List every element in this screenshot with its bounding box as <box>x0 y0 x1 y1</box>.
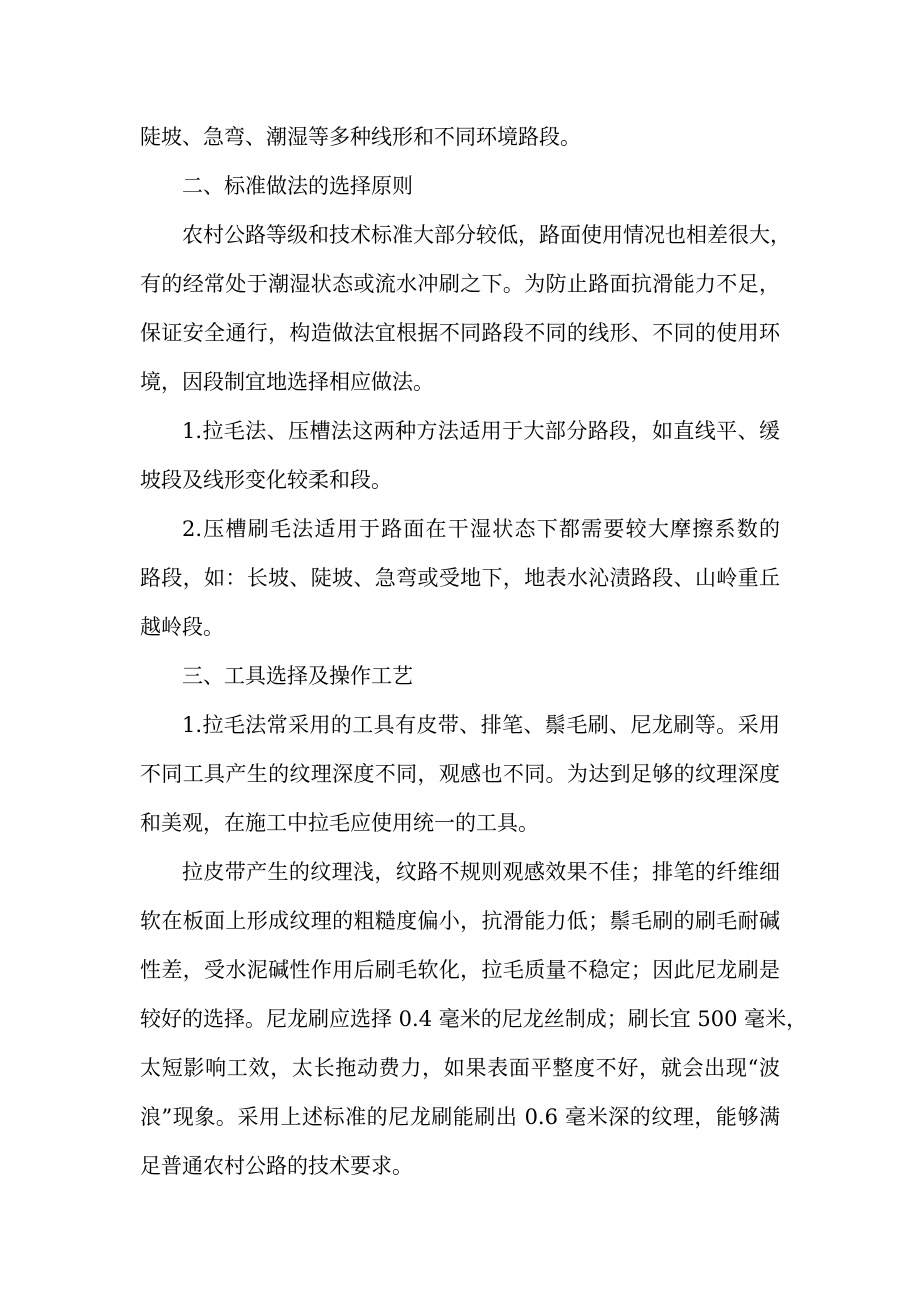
paragraph-line: 软在板面上形成纹理的粗糙度偏小，抗滑能力低；鬃毛刷的刷毛耐碱 <box>140 909 780 933</box>
paragraph-line: 1.拉毛法常采用的工具有皮带、排笔、鬃毛刷、尼龙刷等。采用 <box>182 713 780 737</box>
paragraph-line: 路段，如：长坡、陡坡、急弯或受地下，地表水沁渍路段、山岭重丘 <box>140 566 780 590</box>
paragraph-line: 性差，受水泥碱性作用后刷毛软化，拉毛质量不稳定；因此尼龙刷是 <box>140 958 780 982</box>
section-heading-3: 三、工具选择及操作工艺 <box>182 664 413 688</box>
paragraph-line: 拉皮带产生的纹理浅，纹路不规则观感效果不佳；排笔的纤维细 <box>182 860 780 884</box>
paragraph-line: 坡段及线形变化较柔和段。 <box>140 468 392 492</box>
paragraph-line: 太短影响工效，太长拖动费力，如果表面平整度不好，就会出现“波 <box>140 1056 780 1080</box>
section-heading-2: 二、标准做法的选择原则 <box>182 174 413 198</box>
paragraph-line: 不同工具产生的纹理深度不同，观感也不同。为达到足够的纹理深度 <box>140 762 780 786</box>
paragraph-line: 浪”现象。采用上述标准的尼龙刷能刷出 0.6 毫米深的纹理，能够满 <box>140 1105 780 1129</box>
paragraph-line: 2.压槽刷毛法适用于路面在干湿状态下都需要较大摩擦系数的 <box>182 517 780 541</box>
paragraph-line: 足普通农村公路的技术要求。 <box>140 1154 413 1178</box>
paragraph-line: 越岭段。 <box>140 615 224 639</box>
paragraph-line: 1.拉毛法、压槽法这两种方法适用于大部分路段，如直线平、缓 <box>182 419 780 443</box>
text-line-continuation: 陡坡、急弯、潮湿等多种线形和不同环境路段。 <box>140 125 581 149</box>
paragraph-line: 和美观，在施工中拉毛应使用统一的工具。 <box>140 811 539 835</box>
paragraph-line: 有的经常处于潮湿状态或流水冲刷之下。为防止路面抗滑能力不足， <box>140 272 780 296</box>
paragraph-line: 农村公路等级和技术标准大部分较低，路面使用情况也相差很大， <box>182 223 791 247</box>
paragraph-line: 保证安全通行，构造做法宜根据不同路段不同的线形、不同的使用环 <box>140 321 780 345</box>
paragraph-line: 较好的选择。尼龙刷应选择 0.4 毫米的尼龙丝制成；刷长宜 500 毫米， <box>140 1007 808 1031</box>
paragraph-line: 境，因段制宜地选择相应做法。 <box>140 370 434 394</box>
